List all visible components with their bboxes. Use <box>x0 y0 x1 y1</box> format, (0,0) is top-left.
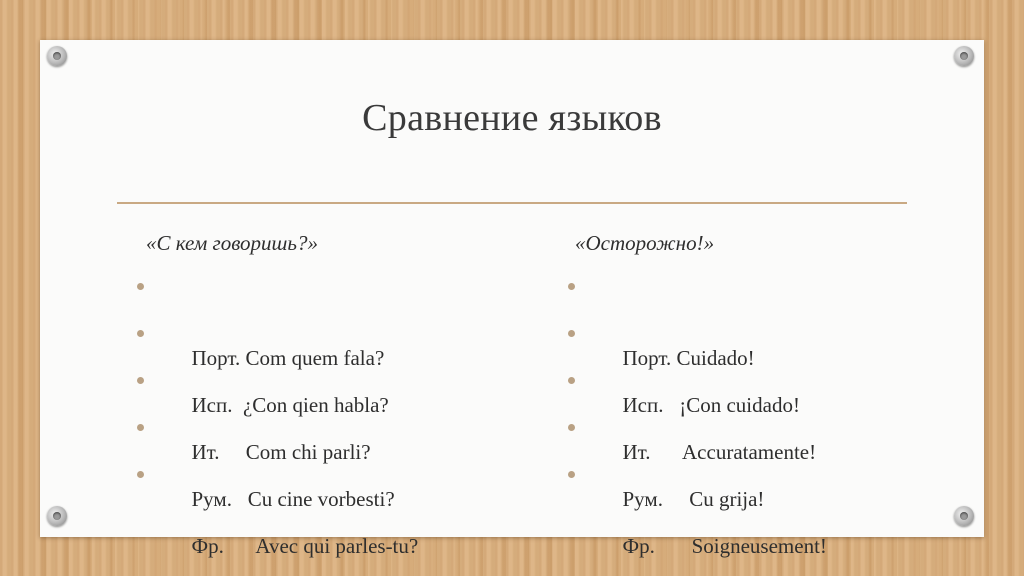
list-item <box>565 456 827 558</box>
bullet-dot-icon <box>137 330 144 337</box>
screw-icon <box>47 506 67 526</box>
list-item-text: Порт. Cuidado! <box>622 346 755 370</box>
list-item-text: Исп. ¡Con cuidado! <box>622 393 800 417</box>
list-item-text: Ит. Com chi parli? <box>191 440 371 464</box>
list-item-text: Ит. Accuratamente! <box>622 440 817 464</box>
list-item <box>134 456 419 558</box>
bullet-dot-icon <box>137 471 144 478</box>
bullet-dot-icon <box>568 424 575 431</box>
bullet-dot-icon <box>568 377 575 384</box>
screw-icon <box>954 46 974 66</box>
right-column-heading: «Осторожно!» <box>575 231 715 255</box>
list-item-text: Исп. ¿Con qien habla? <box>191 393 389 417</box>
left-column-heading: «С кем говоришь?» <box>146 231 318 255</box>
right-column <box>565 228 827 558</box>
bullet-dot-icon <box>137 424 144 431</box>
list-item-text: Порт. Com quem fala? <box>191 346 385 370</box>
bullet-dot-icon <box>568 330 575 337</box>
screw-icon <box>954 506 974 526</box>
title-divider <box>117 202 907 204</box>
list-item <box>565 268 827 370</box>
bullet-dot-icon <box>137 283 144 290</box>
list-item-text: Фр. Avec qui parles-tu? <box>191 534 419 558</box>
slide-title: Сравнение языков <box>362 97 662 139</box>
list-item <box>565 409 827 511</box>
right-phrase-list <box>565 268 827 558</box>
list-item-text: Рум. Cu cine vorbesti? <box>191 487 395 511</box>
list-item <box>565 362 827 464</box>
left-phrase-list <box>134 268 419 558</box>
bullet-dot-icon <box>568 471 575 478</box>
list-item <box>134 268 418 370</box>
bullet-dot-icon <box>137 377 144 384</box>
list-item-text: Фр. Soigneusement! <box>622 534 827 558</box>
list-item-text: Рум. Cu grija! <box>622 487 765 511</box>
list-item <box>134 409 418 511</box>
bullet-dot-icon <box>568 283 575 290</box>
list-item <box>134 362 418 464</box>
list-item <box>565 315 827 417</box>
screw-icon <box>47 46 67 66</box>
left-column <box>134 228 419 558</box>
list-item <box>134 315 418 417</box>
